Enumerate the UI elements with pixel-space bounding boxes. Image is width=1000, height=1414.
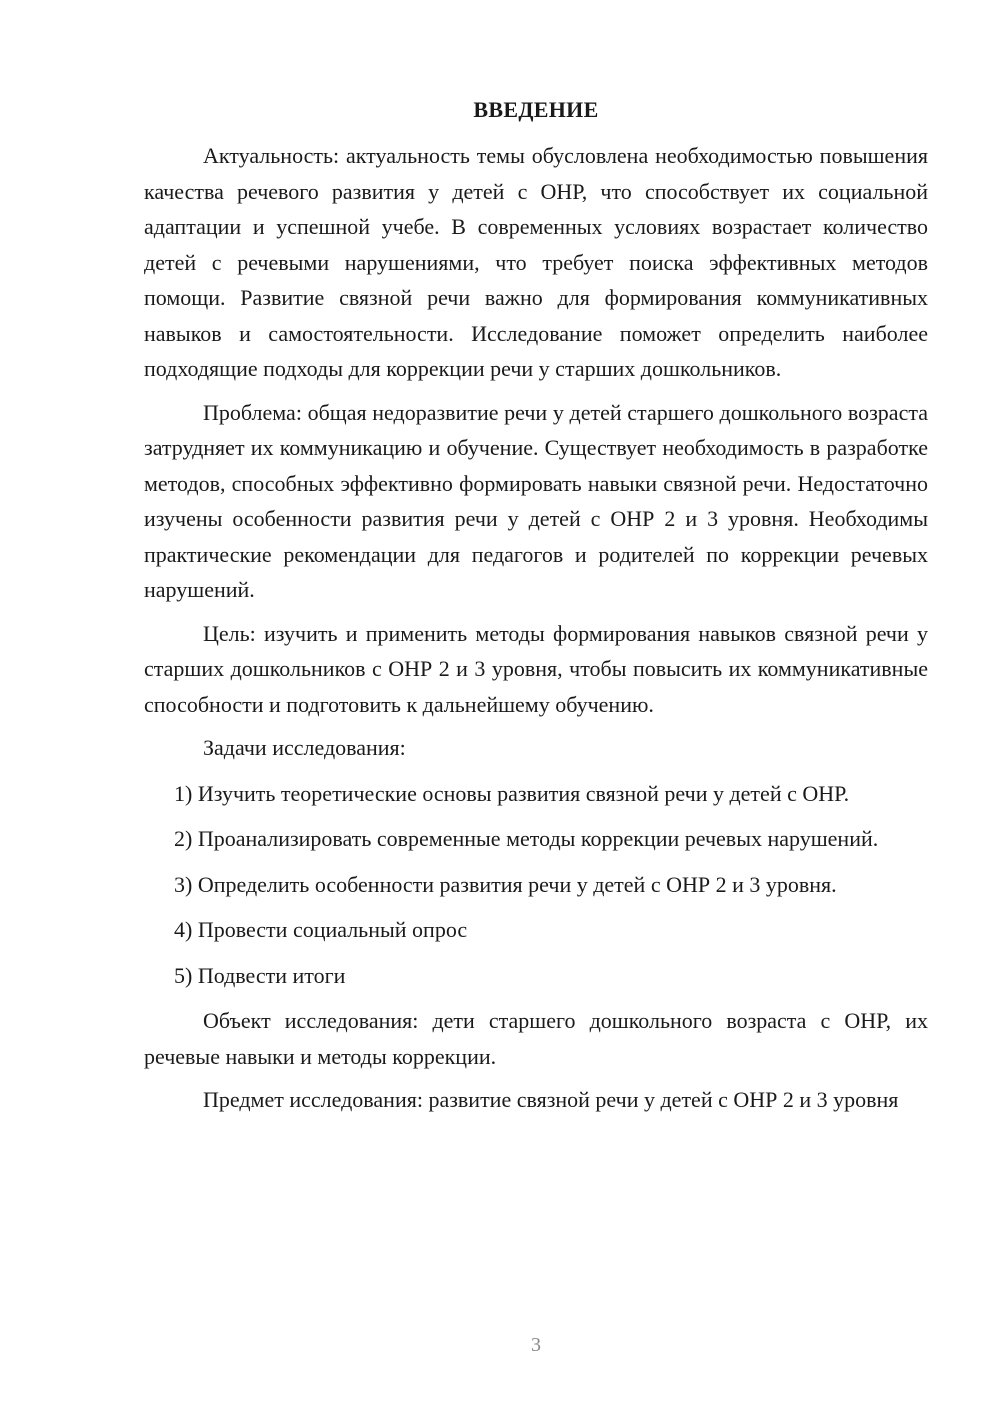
subject-paragraph: Предмет исследования: развитие связной речи у детей с ОНР 2 и 3 уровня [203, 1087, 899, 1112]
document-page [144, 96, 928, 1126]
object-paragraph: Объект исследования: дети старшего дошкольного возраста с ОНР, их речевые навыки и методы коррекции. [144, 1008, 928, 1069]
page-number: 3 [531, 1334, 541, 1356]
task-item-5: 5) Подвести итоги [174, 962, 346, 988]
section-heading: ВВЕДЕНИЕ [473, 97, 599, 122]
task-item-2: 2) Проанализировать современные методы коррекции речевых нарушений. [174, 826, 879, 851]
tasks-title: Задачи исследования: [203, 735, 406, 760]
task-item-1: 1) Изучить теоретические основы развития связной речи у детей с ОНР. [174, 780, 850, 806]
goal-paragraph: Цель: изучить и применить методы формирования навыков связной речи у старших дошкольников с ОНР 2 и 3 уровня, чтобы повысить их коммуникативные способности и подготовить к дальнейшему обучению. [144, 620, 928, 717]
task-item-4: 4) Провести социальный опрос [174, 917, 468, 942]
problem-paragraph: Проблема: общая недоразвитие речи у детей старшего дошкольного возраста затрудняет их коммуникацию и обучение. Существует необходимость в разработке методов, способных эффективно формировать навыки связной речи. Недостаточно изучены особенности развития речи у детей с ОНР 2 и 3 уровня. Необходимы практические рекомендации для педагогов и родителей по коррекции речевых нарушений. [144, 399, 928, 602]
relevance-paragraph: Актуальность: актуальность темы обусловлена необходимостью повышения качества речевого развития у детей с ОНР, что способствует их социальной адаптации и успешной учебе. В современных условиях возрастает количество детей с речевыми нарушениями, что требует поиска эффективных методов помощи. Развитие связной речи важно для формирования коммуникативных навыков и самостоятельности. Исследование поможет определить наиболее подходящие подходы для коррекции речи у старших дошкольников. [144, 143, 928, 381]
task-item-3: 3) Определить особенности развития речи у детей с ОНР 2 и 3 уровня. [174, 871, 837, 897]
